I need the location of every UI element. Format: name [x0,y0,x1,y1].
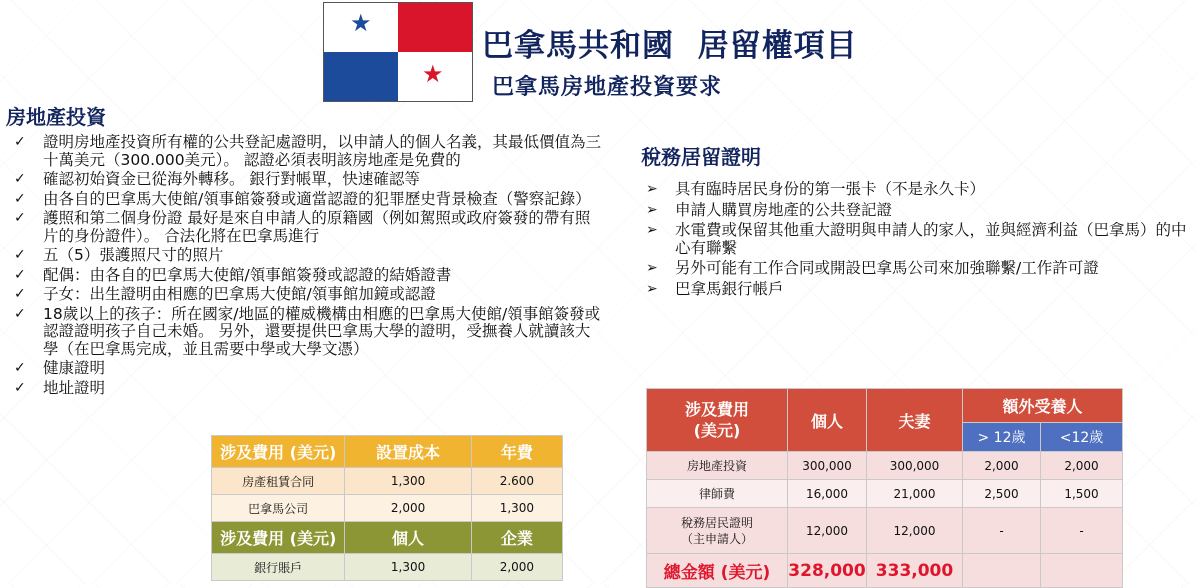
table-cell: 房地產投資 [647,452,788,480]
checkmark-icon: ✓ [14,286,26,302]
list-item-text: 護照和第二個身份證 最好是來自申請人的原籍國（例如駕照或政府簽發的帶有照片的身份證件）。 合法化將在巴拿馬進行 [43,209,591,245]
list-item-text: 子女：出生證明由相應的巴拿馬大使館/領事館加鏡或認證 [43,285,436,303]
total-row [647,554,1123,588]
table-cell: 12,000 [788,508,867,554]
list-item [8,286,603,304]
list-item-text: 地址證明 [43,378,106,397]
list-item [8,134,603,169]
checkmark-icon: ✓ [14,266,26,283]
checkmark-icon: ✓ [14,171,26,187]
list-item [640,202,1196,220]
header-cell: 設置成本 [345,436,471,468]
panama-flag [323,2,473,102]
list-item-text: 水電費或保留其他重大證明與申請人的家人，並與經濟利益（巴拿馬）的中心有聯繫 [675,221,1187,257]
header-cell: 涉及費用 (美元) [212,522,345,554]
list-item [640,181,1196,199]
table-cell: 2.600 [471,468,562,495]
list-item [8,171,603,189]
table-row [212,495,563,522]
table-cell: 21,000 [867,480,963,508]
checkmark-icon: ✓ [14,134,26,150]
header-cell: > 12歲 [963,423,1041,452]
flag-bottom-right [398,52,472,101]
page-subtitle: 巴拿馬房地產投資要求 [492,75,723,100]
table-cell: 2,000 [1041,452,1123,480]
red-star-icon: ★ [422,60,444,88]
header-cell: 額外受養人 [963,389,1123,423]
table-cell: 300,000 [788,452,867,480]
list-item-text: 申請人購買房地產的公共登記證 [675,200,893,219]
fee-table [646,388,1123,588]
arrow-bullet-icon: ➢ [646,181,658,197]
checkmark-icon: ✓ [14,305,26,322]
table-cell: 1,300 [345,554,471,581]
page-title: 巴拿馬共和國 居留權項目 [482,28,858,64]
list-item [8,380,603,398]
arrow-bullet-icon: ➢ [646,260,658,276]
table-cell: - [1041,508,1123,554]
header-cell: 涉及費用 (美元) [212,436,345,468]
table-cell: 房產租賃合同 [212,468,345,495]
checkmark-icon: ✓ [14,190,26,207]
checkmark-icon: ✓ [14,210,26,226]
table-header-row [647,389,1123,423]
arrow-bullet-icon: ➢ [646,222,658,238]
table-cell: 2,000 [963,452,1041,480]
list-item [8,247,603,265]
checkmark-icon: ✓ [14,360,26,376]
list-item-text: 證明房地產投資所有權的公共登記處證明，以申請人的個人名義，其最低價值為三十萬美元（300.000美元）。 認證必須表明該房地產是免費的 [43,133,602,169]
table-cell: 2,000 [345,495,471,522]
header-cell: 年費 [471,436,562,468]
table-row [212,554,563,581]
table-row [212,468,563,495]
checkmark-icon: ✓ [14,379,26,396]
list-item-text: 18歲以上的孩子：所在國家/地區的權威機構由相應的巴拿馬大使館/領事館簽發或認證證明孩子自己未婚。 另外，還要提供巴拿馬大學的證明，受撫養人就讀該大學（在巴拿馬完成，並且需要中學或大學文憑） [43,304,601,358]
list-item [640,260,1196,278]
header-cell: 企業 [471,522,562,554]
table-header-row [212,522,563,554]
list-item [8,306,603,359]
list-item [8,191,603,209]
blue-star-icon: ★ [350,9,372,37]
arrow-bullet-icon: ➢ [646,280,658,297]
total-couple: 333,000 [867,554,963,588]
table-header-row [212,436,563,468]
checkmark-icon: ✓ [14,247,26,263]
list-item [8,360,603,378]
setup-cost-table [211,435,563,581]
table-cell: 律師費 [647,480,788,508]
header-cell: 個人 [788,389,867,452]
flag-bottom-left [324,52,398,101]
list-item-text: 巴拿馬銀行帳戶 [675,279,784,298]
list-item [640,281,1196,299]
list-item [640,222,1196,257]
header-cell: 夫妻 [867,389,963,452]
flag-top-right [398,3,472,52]
table-cell: - [963,508,1041,554]
list-item-text: 另外可能有工作合同或開設巴拿馬公司來加強聯繫/工作許可證 [675,259,1099,277]
list-item-text: 具有臨時居民身份的第一張卡（不是永久卡） [675,180,986,198]
flag-top-left [324,3,398,52]
table-cell: 1,300 [345,468,471,495]
header-cell: 個人 [345,522,471,554]
list-item [8,210,603,245]
tax-residency-heading: 稅務居留證明 [641,145,761,169]
table-cell: 300,000 [867,452,963,480]
header-cell: 涉及費用 (美元) [647,389,788,452]
total-gt12 [963,554,1041,588]
table-cell: 2,000 [471,554,562,581]
table-cell: 1,300 [471,495,562,522]
list-item-text: 確認初始資金已從海外轉移。 銀行對帳單，快速確認等 [43,170,420,188]
table-cell: 稅務居民證明 （主申請人） [647,508,788,554]
requirements-list [8,134,603,399]
list-item-text: 五（5）張護照尺寸的照片 [43,246,224,264]
arrow-bullet-icon: ➢ [646,201,658,218]
list-item-text: 配偶：由各自的巴拿馬大使館/領事館簽發或認證的結婚證書 [43,265,452,284]
total-label: 總金額 (美元) [647,554,788,588]
table-cell: 銀行賬戶 [212,554,345,581]
header-cell: <12歲 [1041,423,1123,452]
list-item [8,267,603,285]
table-cell: 巴拿馬公司 [212,495,345,522]
table-cell: 16,000 [788,480,867,508]
table-cell: 12,000 [867,508,963,554]
table-cell: 2,500 [963,480,1041,508]
list-item-text: 健康證明 [43,359,106,377]
tax-residency-list [640,181,1196,301]
total-lt12 [1041,554,1123,588]
table-row [647,452,1123,480]
table-row [647,480,1123,508]
total-individual: 328,000 [788,554,867,588]
real-estate-heading: 房地產投資 [6,105,106,129]
list-item-text: 由各自的巴拿馬大使館/領事館簽發或適當認證的犯罪歷史背景檢查（警察記錄） [43,189,591,208]
table-cell: 1,500 [1041,480,1123,508]
table-row [647,508,1123,554]
